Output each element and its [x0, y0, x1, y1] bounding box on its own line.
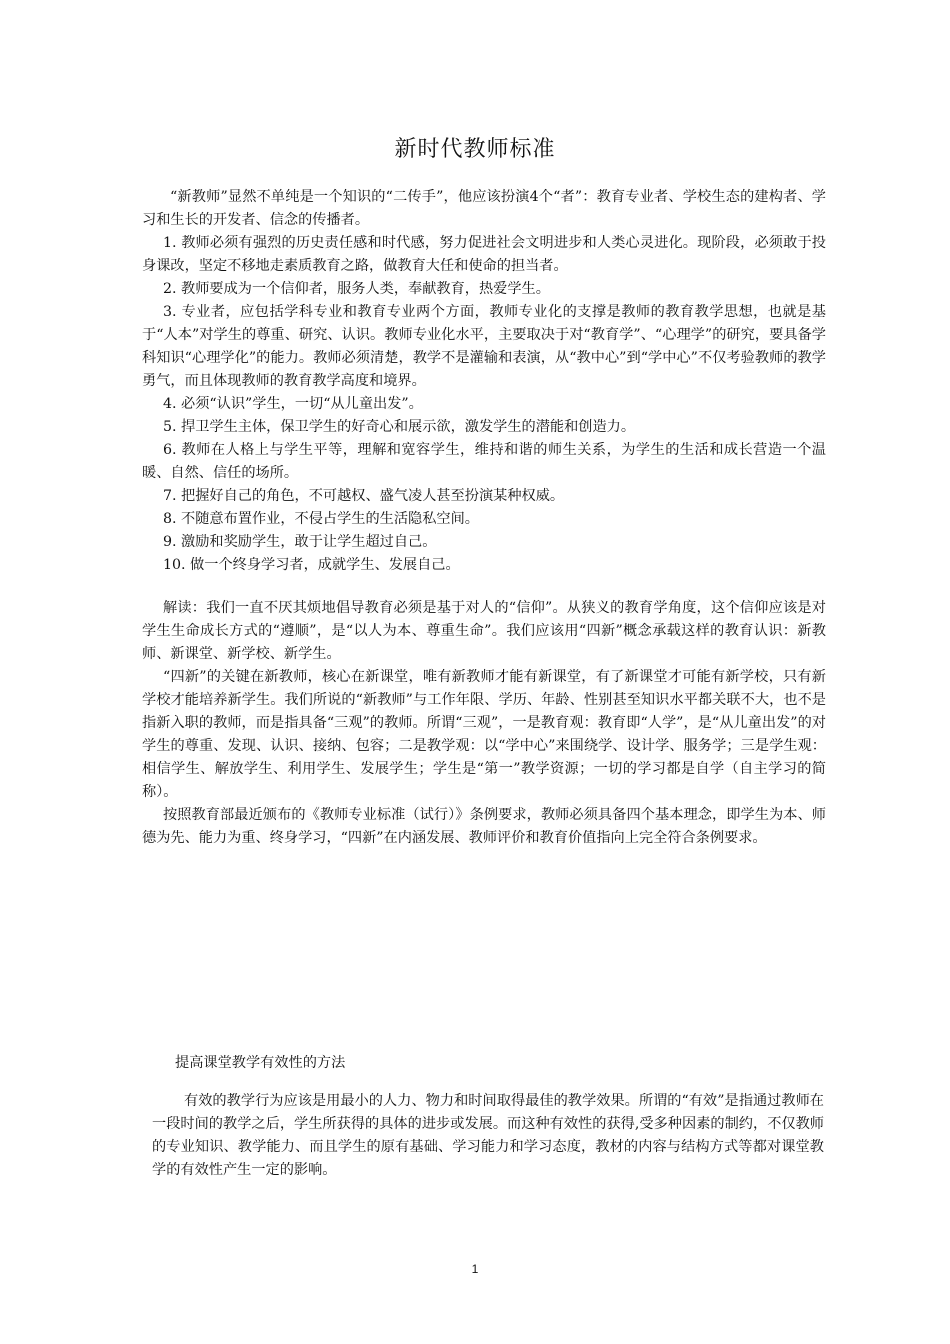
- intro-paragraph: “新教师”显然不单纯是一个知识的“二传手”，他应该扮演4个“者”：教育专业者、学校生态的建构者、学习和生长的开发者、信念的传播者。: [142, 189, 826, 228]
- list-item-9: 9. 激励和奖励学生，敢于让学生超过自己。: [163, 534, 437, 550]
- document-title: 新时代教师标准: [394, 137, 556, 162]
- section-body: [152, 1090, 824, 1182]
- section-paragraph: 有效的教学行为应该是用最小的人力、物力和时间取得最佳的教学效果。所谓的“有效”是指通过教师在一段时间的教学之后，学生所获得的具体的进步或发展。而这种有效性的获得,受多种因素的制约，不仅教师的专业知识、教学能力、而且学生的原有基础、学习能力和学习态度，教材的内容与结构方式等都对课堂教学的有效性产生一定的影响。: [152, 1093, 824, 1178]
- list-item-5: 5. 捍卫学生主体，保卫学生的好奇心和展示欲，激发学生的潜能和创造力。: [163, 419, 636, 435]
- list-item-4: 4. 必须“认识”学生，一切“从儿童出发”。: [163, 396, 423, 412]
- list-item-2: 2. 教师要成为一个信仰者，服务人类，奉献教育，热爱学生。: [163, 281, 550, 297]
- list-item-10: 10. 做一个终身学习者，成就学生、发展自己。: [163, 557, 460, 573]
- section-heading: 提高课堂教学有效性的方法: [175, 1055, 346, 1071]
- page-number: 1: [471, 1262, 479, 1276]
- list-item-3: 3. 专业者，应包括学科专业和教育专业两个方面，教师专业化的支撑是教师的教育教学思想，也就是基于“人本”对学生的尊重、研究、认识。教师专业化水平，主要取决于对“教育学”、“心理学”的研究，要具备学科知识“心理学化”的能力。教师必须清楚，教学不是灌输和表演，从“教中心”到“学中心”不仅考验教师的教学勇气，而且体现教师的教育教学高度和境界。: [142, 304, 826, 389]
- main-body: [142, 186, 826, 850]
- interpretation-paragraph-1: 解读：我们一直不厌其烦地倡导教育必须是基于对人的“信仰”。从狭义的教育学角度，这个信仰应该是对学生生命成长方式的“遵顺”，是“以人为本、尊重生命”。我们应该用“四新”概念承载这样的教育认识：新教师、新课堂、新学校、新学生。: [142, 600, 826, 662]
- list-item-1: 1. 教师必须有强烈的历史责任感和时代感，努力促进社会文明进步和人类心灵进化。现阶段，必须敢于投身课改，坚定不移地走素质教育之路，做教育大任和使命的担当者。: [142, 235, 826, 274]
- list-item-6: 6. 教师在人格上与学生平等，理解和宽容学生，维持和谐的师生关系，为学生的生活和成长营造一个温暖、自然、信任的场所。: [142, 442, 826, 481]
- list-item-7: 7. 把握好自己的角色，不可越权、盛气凌人甚至扮演某种权威。: [163, 488, 565, 504]
- list-item-8: 8. 不随意布置作业，不侵占学生的生活隐私空间。: [163, 511, 479, 527]
- interpretation-paragraph-3: 按照教育部最近颁布的《教师专业标准（试行）》条例要求，教师必须具备四个基本理念，即学生为本、师德为先、能力为重、终身学习，“四新”在内涵发展、教师评价和教育价值指向上完全符合条例要求。: [142, 807, 826, 846]
- interpretation-paragraph-2: “四新”的关键在新教师，核心在新课堂，唯有新教师才能有新课堂，有了新课堂才可能有新学校，只有新学校才能培养新学生。我们所说的“新教师”与工作年限、学历、年龄、性别甚至知识水平都关联不大，也不是指新入职的教师，而是指具备“三观”的教师。所谓“三观”，一是教育观：教育即“人学”，是“从儿童出发”的对学生的尊重、发现、认识、接纳、包容；二是教学观：以“学中心”来围绕学、设计学、服务学；三是学生观：相信学生、解放学生、利用学生、发展学生；学生是“第一”教学资源；一切的学习都是自学（自主学习的简称）。: [142, 669, 826, 800]
